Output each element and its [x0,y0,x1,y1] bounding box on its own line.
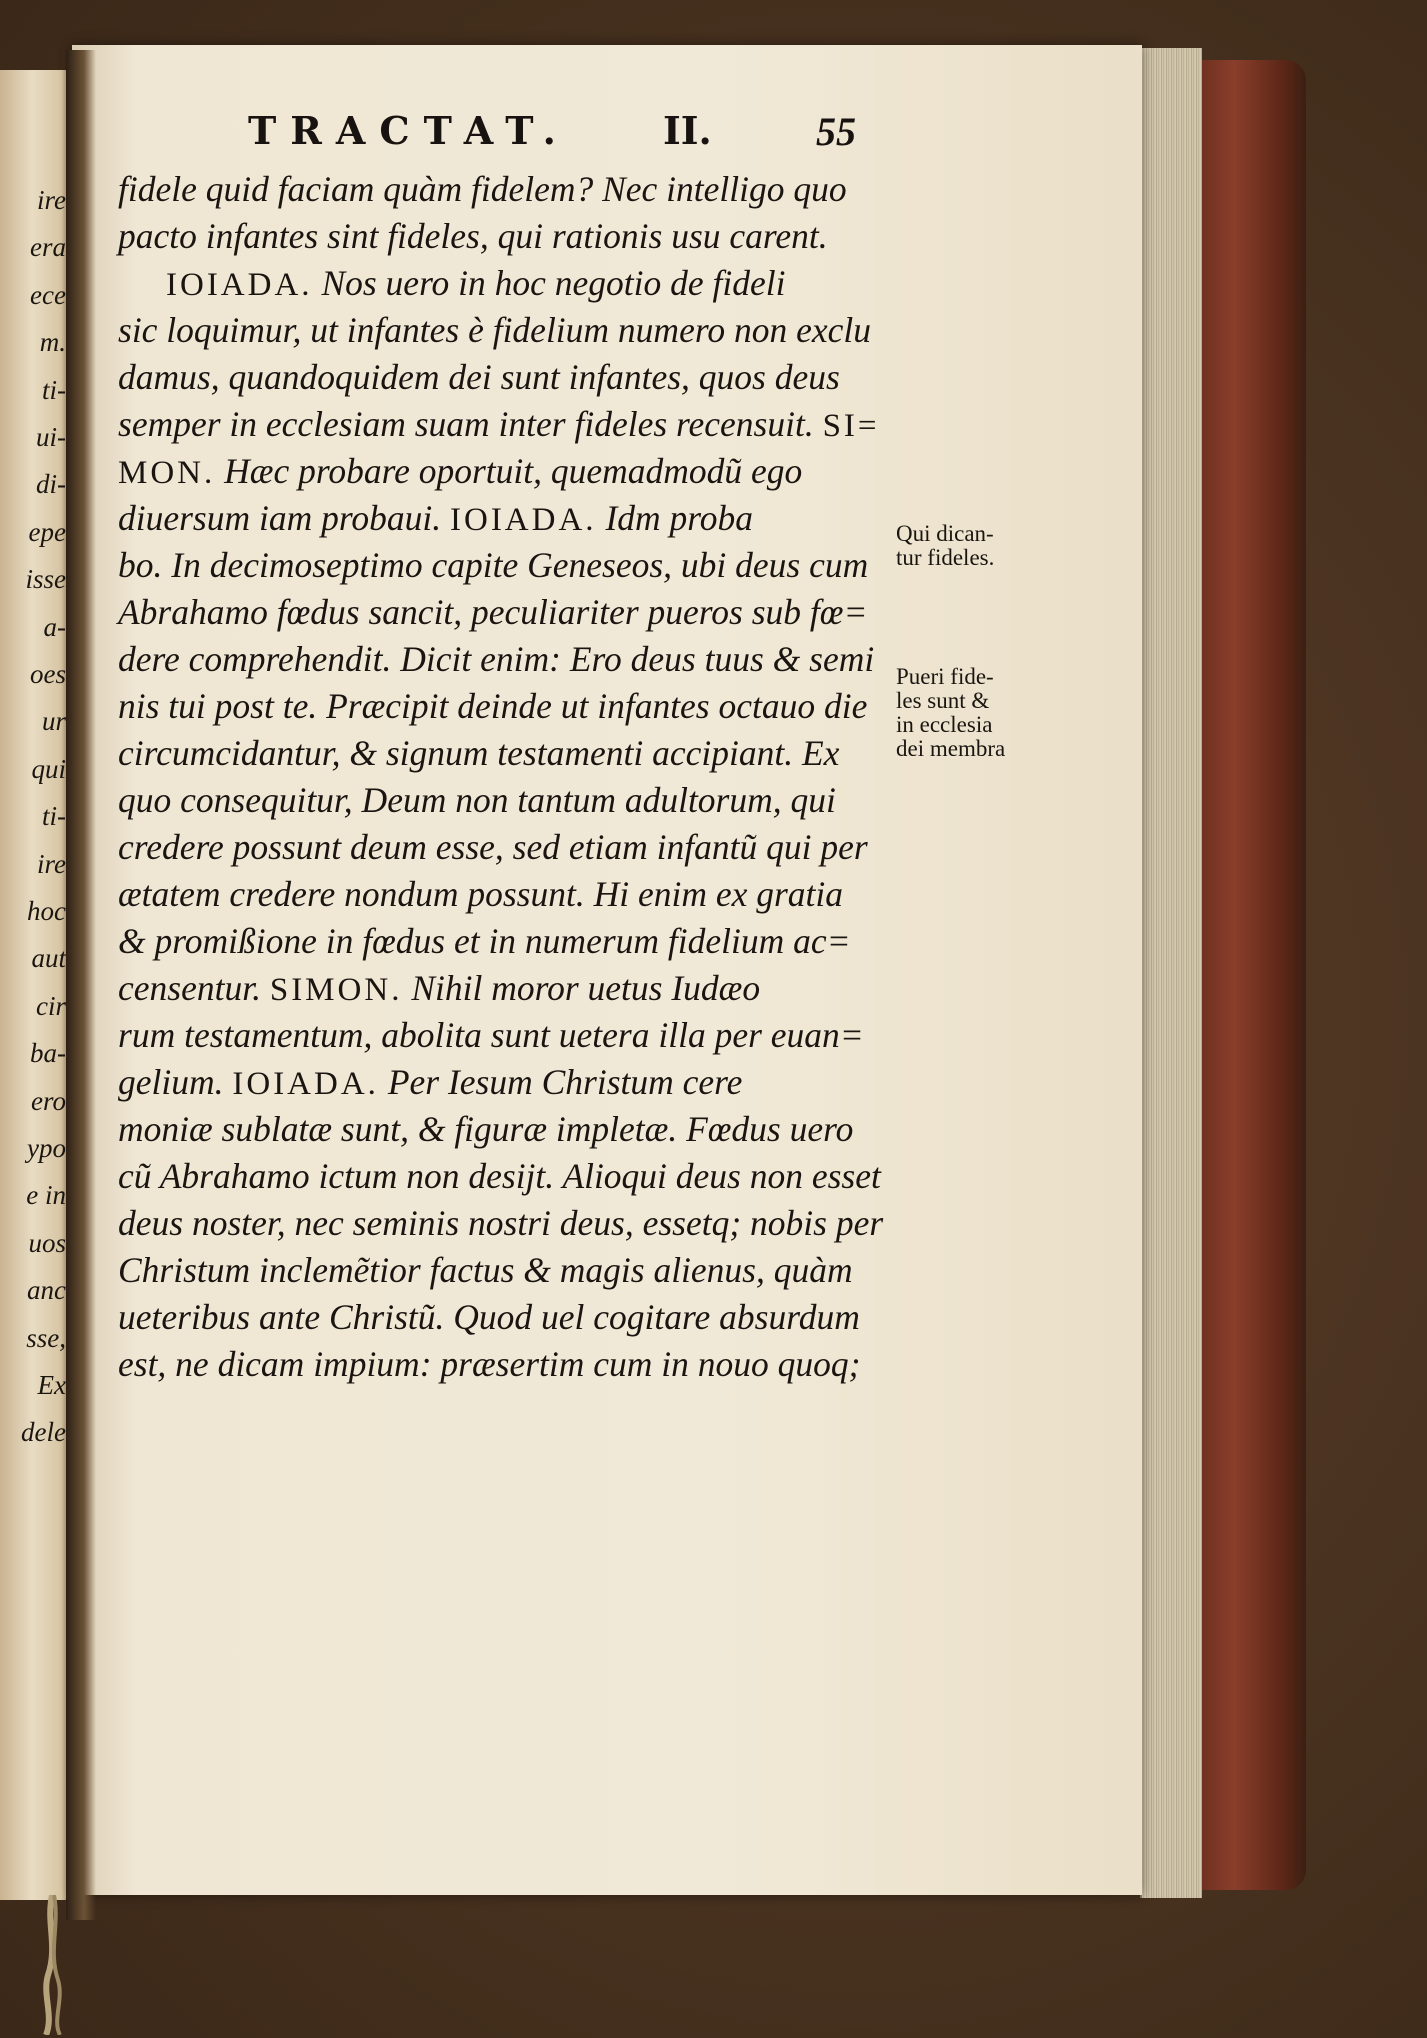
left-page-fragment: di- [36,469,66,500]
speaker-name: IOIADA. [166,267,313,303]
left-page [0,70,72,1900]
text-run: diuersum iam probaui. [118,498,450,538]
margin-note-line: tur fideles. [896,545,995,570]
bookmark-ribbon [28,1895,76,2035]
text-line: deus noster, nec seminis nostri deus, essetq; nobis per [118,1203,884,1243]
text-run: semper in ecclesiam suam inter fideles recensuit. [118,404,823,444]
left-page-fragment: ire [37,848,66,879]
left-page-fragment: e in [26,1180,66,1211]
left-page-fragment: oes [30,659,66,689]
left-page-fragment: anc [27,1275,66,1306]
text-run: gelium. [118,1062,233,1102]
left-page-fragment: ero [31,1085,66,1116]
left-page-fragment: a- [43,611,66,642]
text-run: Hæc probare oportuit, quemadmodũ ego [215,451,803,491]
margin-note-line: dei membra [896,736,1006,761]
text-line: nis tui post te. Præcipit deinde ut infantes octauo die [118,686,868,726]
speaker-name: MON. [118,455,216,491]
text-line: moniæ sublatæ sunt, & figuræ impletæ. Fœdus uero [118,1109,854,1149]
page-header [248,108,898,158]
left-page-fragment: ur [41,706,66,737]
left-page-fragment: dele [21,1417,66,1448]
text-line: fidele quid faciam quàm fidelem? Nec intelligo quo [118,169,847,209]
left-page-fragment: ti- [42,374,66,405]
left-page-fragment: ui- [36,422,66,452]
margin-note [896,665,1005,761]
text-run: Per Iesum Christum cere [378,1062,743,1102]
text-run: Nos uero in hoc negotio de fideli [312,263,786,303]
margin-note-line: les sunt & [896,688,990,713]
speaker-name: IOIADA. [232,1066,379,1102]
text-line [118,1059,888,1106]
text-line: quo consequitur, Deum non tantum adultorum, qui [118,780,836,820]
folio-number: 55 [816,109,856,154]
text-line: ueteribus ante Christũ. Quod uel cogitare absurdum [118,1297,860,1337]
left-page-fragment: epe [28,516,66,547]
left-page-fragment: ece [30,279,66,310]
gutter-shadow [66,50,96,1920]
left-page-fragment: ypo [27,1133,66,1163]
text-line [118,448,888,495]
text-run: censentur. [118,968,270,1008]
text-line: sic loquimur, ut infantes è fidelium numero non exclu [118,310,871,350]
left-page-fragment: qui [31,753,66,784]
running-title: TRACTAT. [248,108,570,153]
text-line: Christum inclemẽtior factus & magis alienus, quàm [118,1250,853,1290]
left-page-fragment: isse [25,564,66,595]
text-line: pacto infantes sint fideles, qui rationis usu carent. [118,216,828,256]
left-page-fragment: sse, [26,1322,66,1353]
speaker-name: SIMON. [269,972,403,1008]
left-page-fragment: hoc [27,896,66,926]
left-page-fragment: ti- [42,801,66,832]
part-number: II. [663,108,712,153]
text-line: cũ Abrahamo ictum non desijt. Alioqui deus non esset [118,1156,881,1196]
speaker-name: SI= [822,408,880,444]
text-line [118,401,888,448]
left-page-fragment: ire [37,185,66,215]
left-page-fragment: aut [31,943,66,974]
left-page-fragment: ba- [30,1038,66,1069]
body-text [118,166,888,1388]
margin-note-line: Pueri fide- [896,664,994,689]
speaker-name: IOIADA. [450,502,597,538]
left-page-fragment: uos [28,1227,66,1258]
text-line: circumcidantur, & signum testamenti accipiant. Ex [118,733,840,773]
text-line: ætatem credere nondum possunt. Hi enim ex gratia [118,874,844,914]
left-page-fragment: era [30,232,66,263]
text-line: dere comprehendit. Dicit enim: Ero deus tuus & semi [118,639,875,679]
left-page-fragment: m. [39,327,66,358]
text-line [118,260,888,307]
text-line: est, ne dicam impium: præsertim cum in nouo quoq; [118,1344,861,1384]
text-line: credere possunt deum esse, sed etiam infantũ qui per [118,827,868,867]
text-run: Idm proba [596,498,754,538]
text-line: bo. In decimoseptimo capite Geneseos, ubi deus cum [118,545,869,585]
text-line: Abrahamo fœdus sancit, peculiariter pueros sub fœ= [118,592,868,632]
text-run: Nihil moror uetus Iudæo [402,968,761,1008]
left-page-fragment: Ex [37,1370,66,1400]
page-edges [1140,48,1202,1898]
margin-note-line: Qui dican- [896,521,994,546]
text-line [118,965,888,1012]
margin-note [896,522,994,570]
text-line: damus, quandoquidem dei sunt infantes, quos deus [118,357,840,397]
margin-note-line: in ecclesia [896,712,993,737]
text-line: rum testamentum, abolita sunt uetera illa per euan= [118,1015,864,1055]
left-page-fragment: cir [36,990,66,1021]
text-line [118,495,888,542]
text-line: & promißione in fœdus et in numerum fidelium ac= [118,921,851,961]
book-cover-edge [1196,60,1306,1890]
